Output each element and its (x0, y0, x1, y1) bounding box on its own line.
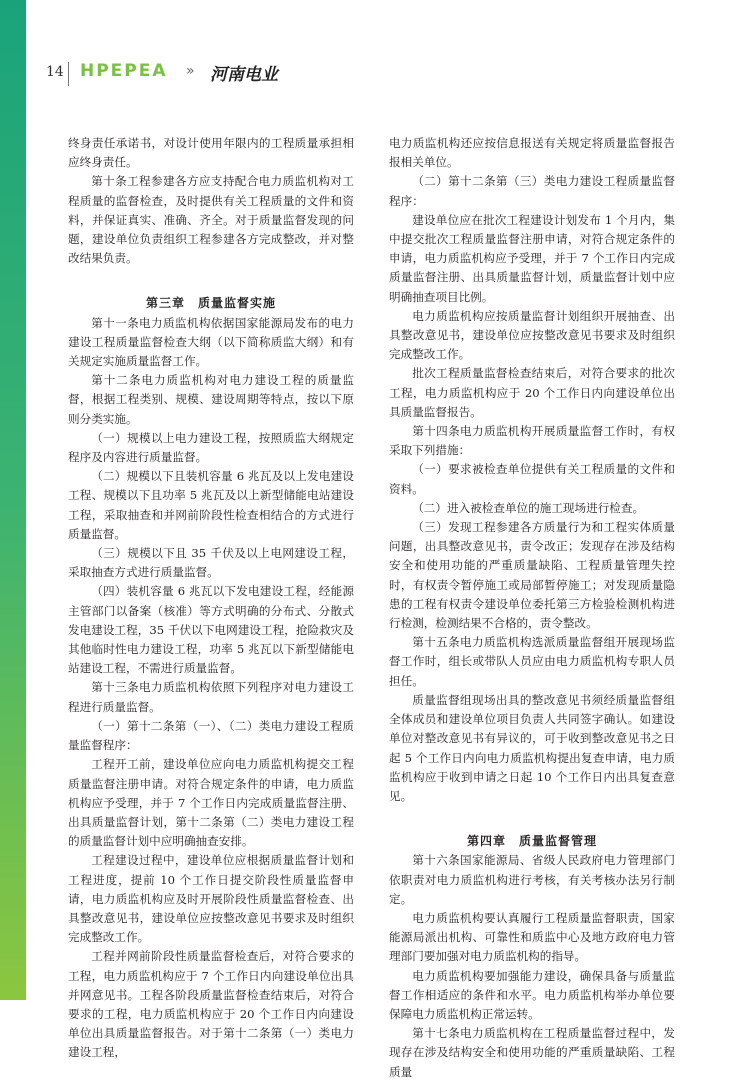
paragraph: （二）第十二条第（三）类电力建设工程质量监督程序： (389, 174, 675, 208)
paragraph: 第十条工程参建各方应支持配合电力质监机构对工程质量的监督检查，及时提供有关工程质量的文件和资料，并保证真实、准确、齐全。对于质量监督发现的问题，建设单位负责组织工程参建各方完成整改，并对整改结果负责。 (68, 174, 354, 266)
paragraph: 终身责任承诺书，对设计使用年限内的工程质量承担相应终身责任。 (68, 136, 354, 170)
paragraph: 批次工程质量监督检查结束后，对符合要求的批次工程，电力质监机构应于 20 个工作日内向建设单位出具质量监督报告。 (389, 366, 675, 419)
paragraph: 质量监督组现场出具的整改意见书须经质量监督组全体成员和建设单位项目负责人共同签字确认。如建设单位对整改意见书有异议的，可于收到整改意见书之日起 5 个工作日内向电力质监机构提出复查申请，电力质监机构应于收到申请之日起 10 个工作日内出具复查意见。 (389, 692, 675, 803)
paragraph: （四）装机容量 6 兆瓦以下发电建设工程，经能源主管部门以备案（核准）等方式明确的分布式、分散式发电建设工程，35 千伏以下电网建设工程，抢险救灾及其他临时性电力建设工程，功率 5 兆瓦以下新型储能电站建设工程，不需进行质量监督。 (68, 584, 354, 676)
paragraph: （三）发现工程参建各方质量行为和工程实体质量问题，出具整改意见书，责令改正；发现存在涉及结构安全和使用功能的严重质量缺陷、工程质量管理失控时，有权责令暂停施工或局部暂停施工；对发现质量隐患的工程有权责令建设单位委托第三方检验检测机构进行检测，检测结果不合格的，责令整改。 (389, 520, 675, 631)
paragraph: 建设单位应在批次工程建设计划发布 1 个月内，集中提交批次工程质量监督注册申请，对符合规定条件的申请，电力质监机构应予受理，并于 7 个工作日内完成质量监督注册、出具质量监督计划，质量监督计划中应明确抽查项目比例。 (389, 212, 675, 304)
chapter-heading: 第三章 质量监督实施 (145, 296, 276, 311)
paragraph: 第十三条电力质监机构依照下列程序对电力建设工程进行质量监督。 (68, 680, 354, 714)
paragraph: 第十四条电力质监机构开展质量监督工作时，有权采取下列措施： (389, 424, 675, 458)
paragraph: 第十七条电力质监机构在工程质量监督过程中，发现存在涉及结构安全和使用功能的严重质量缺陷、工程质量 (389, 1026, 675, 1079)
header-divider (68, 62, 69, 86)
page-header (40, 60, 700, 86)
double-chevron-icon: » (186, 63, 195, 79)
paragraph: 第十一条电力质监机构依据国家能源局发布的电力建设工程质量监督检查大纲（以下简称质监大纲）和有关规定实施质量监督工作。 (68, 315, 354, 369)
right-column (389, 134, 675, 1082)
logo: HPEPEA (80, 61, 168, 81)
side-color-bar (0, 0, 26, 1000)
paragraph: 电力质监机构应按质量监督计划组织开展抽查、出具整改意见书，建设单位应按整改意见书要求及时组织完成整改工作。 (389, 308, 675, 362)
paragraph: （二）规模以下且装机容量 6 兆瓦及以上发电建设工程、规模以下且功率 5 兆瓦及以上新型储能电站建设工程，采取抽查和并网前阶段性检查相结合的方式进行质量监督。 (68, 469, 354, 541)
paragraph: 工程开工前，建设单位应向电力质监机构提交工程质量监督注册申请。对符合规定条件的申请，电力质监机构应予受理，并于 7 个工作日内完成质量监督注册、出具质量监督计划，第十二条第（二）类电力建设工程的质量监督计划中应明确抽查安排。 (68, 757, 354, 849)
paragraph: 第十二条电力质监机构对电力建设工程的质量监督，根据工程类别、规模、建设周期等特点，按以下原则分类实施。 (68, 373, 354, 426)
left-column (68, 134, 354, 1063)
chapter-heading: 第四章 质量监督管理 (466, 834, 597, 849)
paragraph: 第十五条电力质监机构选派质量监督组开展现场监督工作时，组长或带队人员应由电力质监机构专职人员担任。 (389, 635, 675, 688)
spacer (389, 806, 675, 824)
paragraph: 电力质监机构还应按信息报送有关规定将质量监督报告报相关单位。 (389, 136, 675, 170)
paragraph: （一）要求被检查单位提供有关工程质量的文件和资料。 (389, 462, 675, 496)
paragraph: 第十六条国家能源局、省级人民政府电力管理部门依职责对电力质监机构进行考核，有关考核办法另行制定。 (389, 853, 675, 906)
paragraph: （一）规模以上电力建设工程，按照质监大纲规定程序及内容进行质量监督。 (68, 430, 354, 465)
publication-title: 河南电业 (210, 65, 278, 85)
paragraph: 电力质监机构要加强能力建设，确保具备与质量监督工作相适应的条件和水平。电力质监机构举办单位要保障电力质监机构正常运转。 (389, 968, 675, 1021)
paragraph: 工程建设过程中，建设单位应根据质量监督计划和工程进度，提前 10 个工作日提交阶段性质量监督申请，电力质监机构应及时开展阶段性质量监督检查、出具整改意见书，建设单位应按整改意见书要求及时组织完成整改工作。 (68, 853, 354, 945)
paragraph: （一）第十二条第（一）、（二）类电力建设工程质量监督程序： (68, 718, 354, 753)
paragraph: （二）进入被检查单位的施工现场进行检查。 (412, 500, 645, 515)
paragraph: 电力质监机构要认真履行工程质量监督职责，国家能源局派出机构、可靠性和质监中心及地方政府电力管理部门要加强对电力质监机构的指导。 (389, 910, 675, 964)
paragraph: 工程并网前阶段性质量监督检查后，对符合要求的工程，电力质监机构应于 7 个工作日内向建设单位出具并网意见书。工程各阶段质量监督检查结束后，对符合要求的工程，电力质监机构应于 20 个工作日内向建设单位出具质量监督报告。对于第十二条第（一）类电力建设工程， (68, 949, 354, 1060)
paragraph: （三）规模以下且 35 千伏及以上电网建设工程，采取抽查方式进行质量监督。 (68, 546, 354, 580)
page-number: 14 (46, 64, 64, 80)
spacer (68, 268, 354, 286)
